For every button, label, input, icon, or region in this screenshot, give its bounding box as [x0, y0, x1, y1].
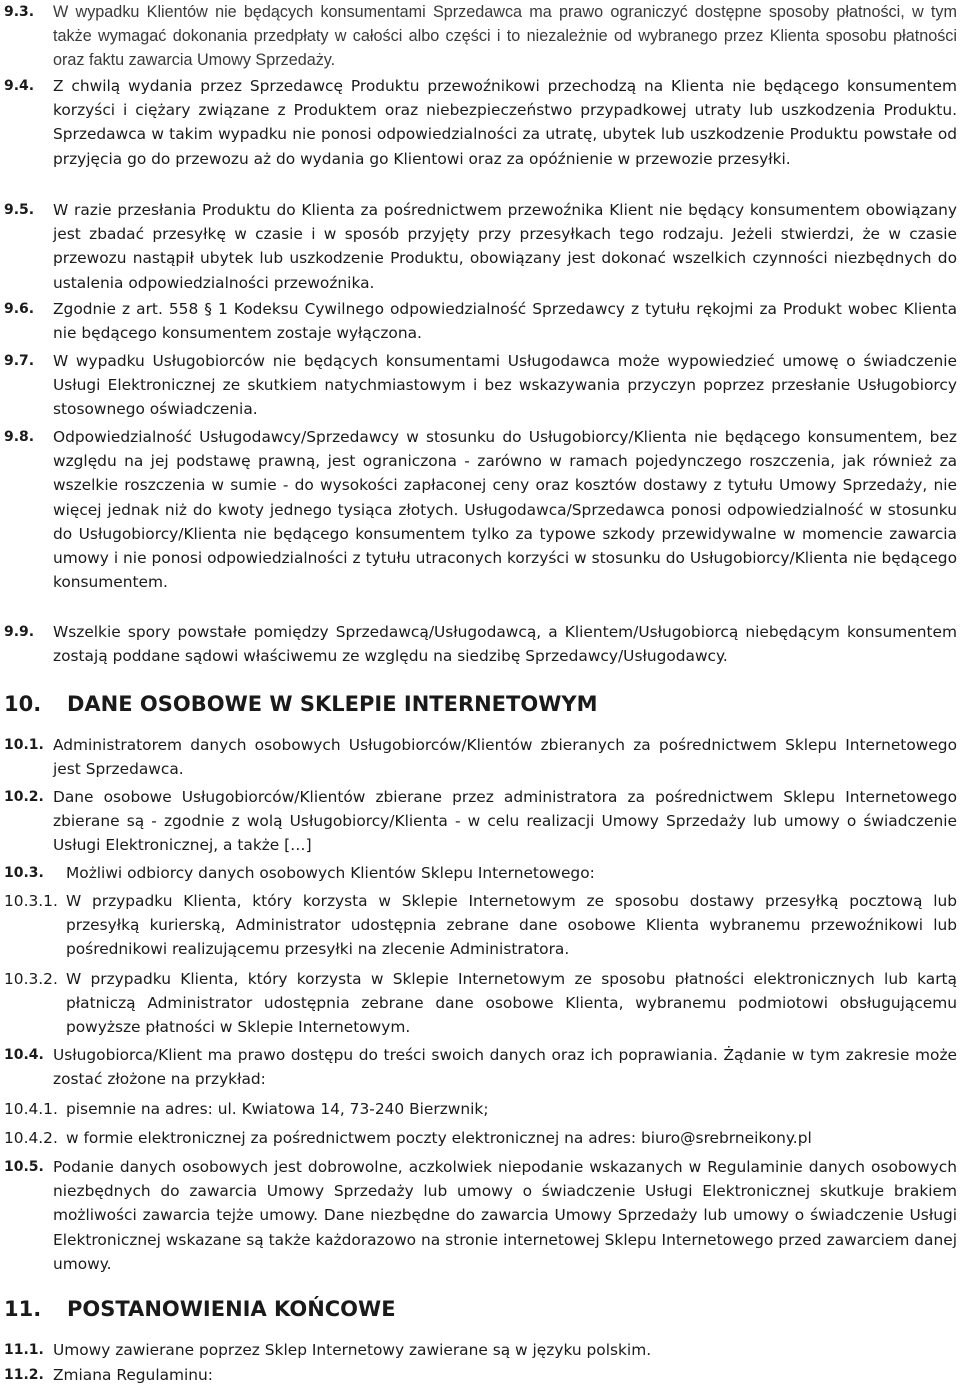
- section-text: W razie przesłania Produktu do Klienta za pośrednictwem przewoźnika Klient nie będący konsumentem obowiązany jest zbadać przesyłkę w czasie i w sposób przyjęty przy przesyłkach tego rodzaju. Jeżeli stwierdzi, że w czasie przewozu nastąpił ubytek lub uszkodzenie Produktu, obowiązany jest dokonać wszelkich czynności niezbędnych do ustalenia odpowiedzialności przewoźnika.: [53, 201, 957, 292]
- section-text: Umowy zawierane poprzez Sklep Internetowy zawierane są w języku polskim.: [53, 1341, 652, 1359]
- section-10-4-2: [0, 1126, 957, 1150]
- section-10-3: [0, 861, 957, 885]
- section-text: W wypadku Usługobiorców nie będących konsumentami Usługodawca może wypowiedzieć umowę o świadczenie Usługi Elektronicznej ze skutkiem natychmiastowym i bez wskazywania przyczyn poprzez przesłanie Usługobiorcy stosownego oświadczenia.: [53, 352, 957, 419]
- heading-number: 11.: [4, 1297, 42, 1321]
- section-number: 9.4.: [4, 78, 35, 94]
- section-10-2: [0, 785, 957, 858]
- section-text: Zmiana Regulaminu:: [53, 1366, 213, 1384]
- section-number: 10.4.: [4, 1047, 44, 1063]
- section-text: W przypadku Klienta, który korzysta w Sklepie Internetowym ze sposobu płatności elektronicznych lub kartą płatniczą Administrator udostępnia zebrane dane osobowe Klienta, wybranemu podmiotowi obsługującemu powyższe płatności w Sklepie Internetowym.: [66, 970, 957, 1037]
- section-number: 9.6.: [4, 301, 35, 317]
- section-number: 10.3.: [4, 865, 44, 881]
- section-text: W wypadku Klientów nie będących konsumentami Sprzedawca ma prawo ograniczyć dostępne sposoby płatności, w tym także wymagać dokonania przedpłaty w całości albo części i to niezależnie od wybranego przez Klienta sposobu płatności oraz faktu zawarcia Umowy Sprzedaży.: [53, 3, 957, 70]
- section-9-5: [0, 198, 957, 295]
- section-text: Z chwilą wydania przez Sprzedawcę Produktu przewoźnikowi przechodzą na Klienta nie będącego konsumentem korzyści i ciężary związane z Produktem oraz niebezpieczeństwo przypadkowej utraty lub uszkodzenia Produktu. Sprzedawca w takim wypadku nie ponosi odpowiedzialności za utratę, ubytek lub uszkodzenie Produktu powstałe od przyjęcia go do przewozu aż do wydania go Klientowi oraz za opóźnienie w przewozie przesyłki.: [53, 77, 957, 168]
- section-text: Możliwi odbiorcy danych osobowych Klientów Sklepu Internetowego:: [66, 864, 595, 882]
- heading-title: DANE OSOBOWE W SKLEPIE INTERNETOWYM: [67, 692, 598, 716]
- section-text: Administratorem danych osobowych Usługobiorców/Klientów zbieranych za pośrednictwem Sklepu Internetowego jest Sprzedawca.: [53, 736, 957, 779]
- section-text: pisemnie na adres: ul. Kwiatowa 14, 73-240 Bierzwnik;: [66, 1100, 489, 1118]
- section-11-2: [0, 1363, 957, 1387]
- section-number: 10.3.2.: [4, 970, 58, 988]
- section-10-5: [0, 1155, 957, 1276]
- section-9-8: [0, 425, 957, 594]
- heading-number: 10.: [4, 692, 42, 716]
- section-number: 9.9.: [4, 624, 35, 640]
- section-text: Dane osobowe Usługobiorców/Klientów zbierane przez administratora za pośrednictwem Sklepu Internetowego zbierane są - zgodnie z wolą Usługobiorcy/Klienta - w celu realizacji Umowy Sprzedaży lub umowy o świadczenie Usługi Elektronicznej, a także […]: [53, 788, 957, 855]
- section-number: 10.5.: [4, 1159, 44, 1175]
- section-number: 9.3.: [4, 4, 35, 20]
- section-9-7: [0, 349, 957, 422]
- section-text: w formie elektronicznej za pośrednictwem poczty elektronicznej na adres: biuro@srebrneikony.pl: [66, 1129, 812, 1147]
- section-text: W przypadku Klienta, który korzysta w Sklepie Internetowym ze sposobu dostawy przesyłką pocztową lub przesyłką kurierską, Administrator udostępnia zebrane dane osobowe Klienta wybranemu przewoźnikowi lub pośrednikowi realizującemu przesyłki na zlecenie Administratora.: [66, 892, 957, 959]
- section-text: Podanie danych osobowych jest dobrowolne, aczkolwiek niepodanie wskazanych w Regulaminie danych osobowych niezbędnych do zawarcia Umowy Sprzedaży lub umowy o świadczenie Usługi Elektronicznej skutkuje brakiem możliwości zawarcia tejże umowy. Dane niezbędne do zawarcia Umowy Sprzedaży lub umowy o świadczenie Usługi Elektronicznej wskazane są także każdorazowo na stronie internetowej Sklepu Internetowego przed zawarciem danej umowy.: [53, 1158, 957, 1273]
- section-11-1: [0, 1338, 957, 1362]
- section-number: 10.3.1.: [4, 892, 58, 910]
- section-number: 10.1.: [4, 737, 44, 753]
- section-9-4: [0, 74, 957, 171]
- section-text: Zgodnie z art. 558 § 1 Kodeksu Cywilnego odpowiedzialność Sprzedawcy z tytułu rękojmi za Produkt wobec Klienta nie będącego konsumentem zostaje wyłączona.: [53, 300, 957, 343]
- section-number: 9.7.: [4, 353, 35, 369]
- section-10-1: [0, 733, 957, 781]
- section-number: 10.2.: [4, 789, 44, 805]
- section-text: Usługobiorca/Klient ma prawo dostępu do treści swoich danych oraz ich poprawiania. Żądanie w tym zakresie może zostać złożone na przykład:: [53, 1046, 957, 1089]
- section-9-3: [0, 0, 957, 73]
- section-10-4-1: [0, 1097, 957, 1121]
- section-10-3-2: [0, 967, 957, 1040]
- section-10-3-1: [0, 889, 957, 962]
- section-number: 10.4.2.: [4, 1129, 58, 1147]
- section-number: 10.4.1.: [4, 1100, 58, 1118]
- heading-title: POSTANOWIENIA KOŃCOWE: [67, 1297, 396, 1321]
- section-number: 11.1.: [4, 1342, 44, 1358]
- section-10-4: [0, 1043, 957, 1091]
- section-text: Odpowiedzialność Usługodawcy/Sprzedawcy w stosunku do Usługobiorcy/Klienta nie będącego konsumentem, bez względu na jej podstawę prawną, jest ograniczona - zarówno w ramach pojedynczego roszczenia, jak również za wszelkie roszczenia w sumie - do wysokości zapłaconej ceny oraz kosztów dostawy z tytułu Umowy Sprzedaży, nie więcej jednak niż do kwoty jednego tysiąca złotych. Usługodawca/Sprzedawca ponosi odpowiedzialność w stosunku do Usługobiorcy/Klienta nie będącego konsumentem tylko za typowe szkody przewidywalne w momencie zawarcia umowy i nie ponosi odpowiedzialności z tytułu utraconych korzyści w stosunku do Usługobiorcy/Klienta nie będącego konsumentem.: [53, 428, 957, 592]
- section-9-9: [0, 620, 957, 668]
- section-9-6: [0, 297, 957, 345]
- section-number: 9.8.: [4, 429, 35, 445]
- section-text: Wszelkie spory powstałe pomiędzy Sprzedawcą/Usługodawcą, a Klientem/Usługobiorcą niebędącym konsumentem zostają poddane sądowi właściwemu ze względu na siedzibę Sprzedawcy/Usługodawcy.: [53, 623, 957, 666]
- section-number: 11.2.: [4, 1367, 44, 1383]
- section-number: 9.5.: [4, 202, 35, 218]
